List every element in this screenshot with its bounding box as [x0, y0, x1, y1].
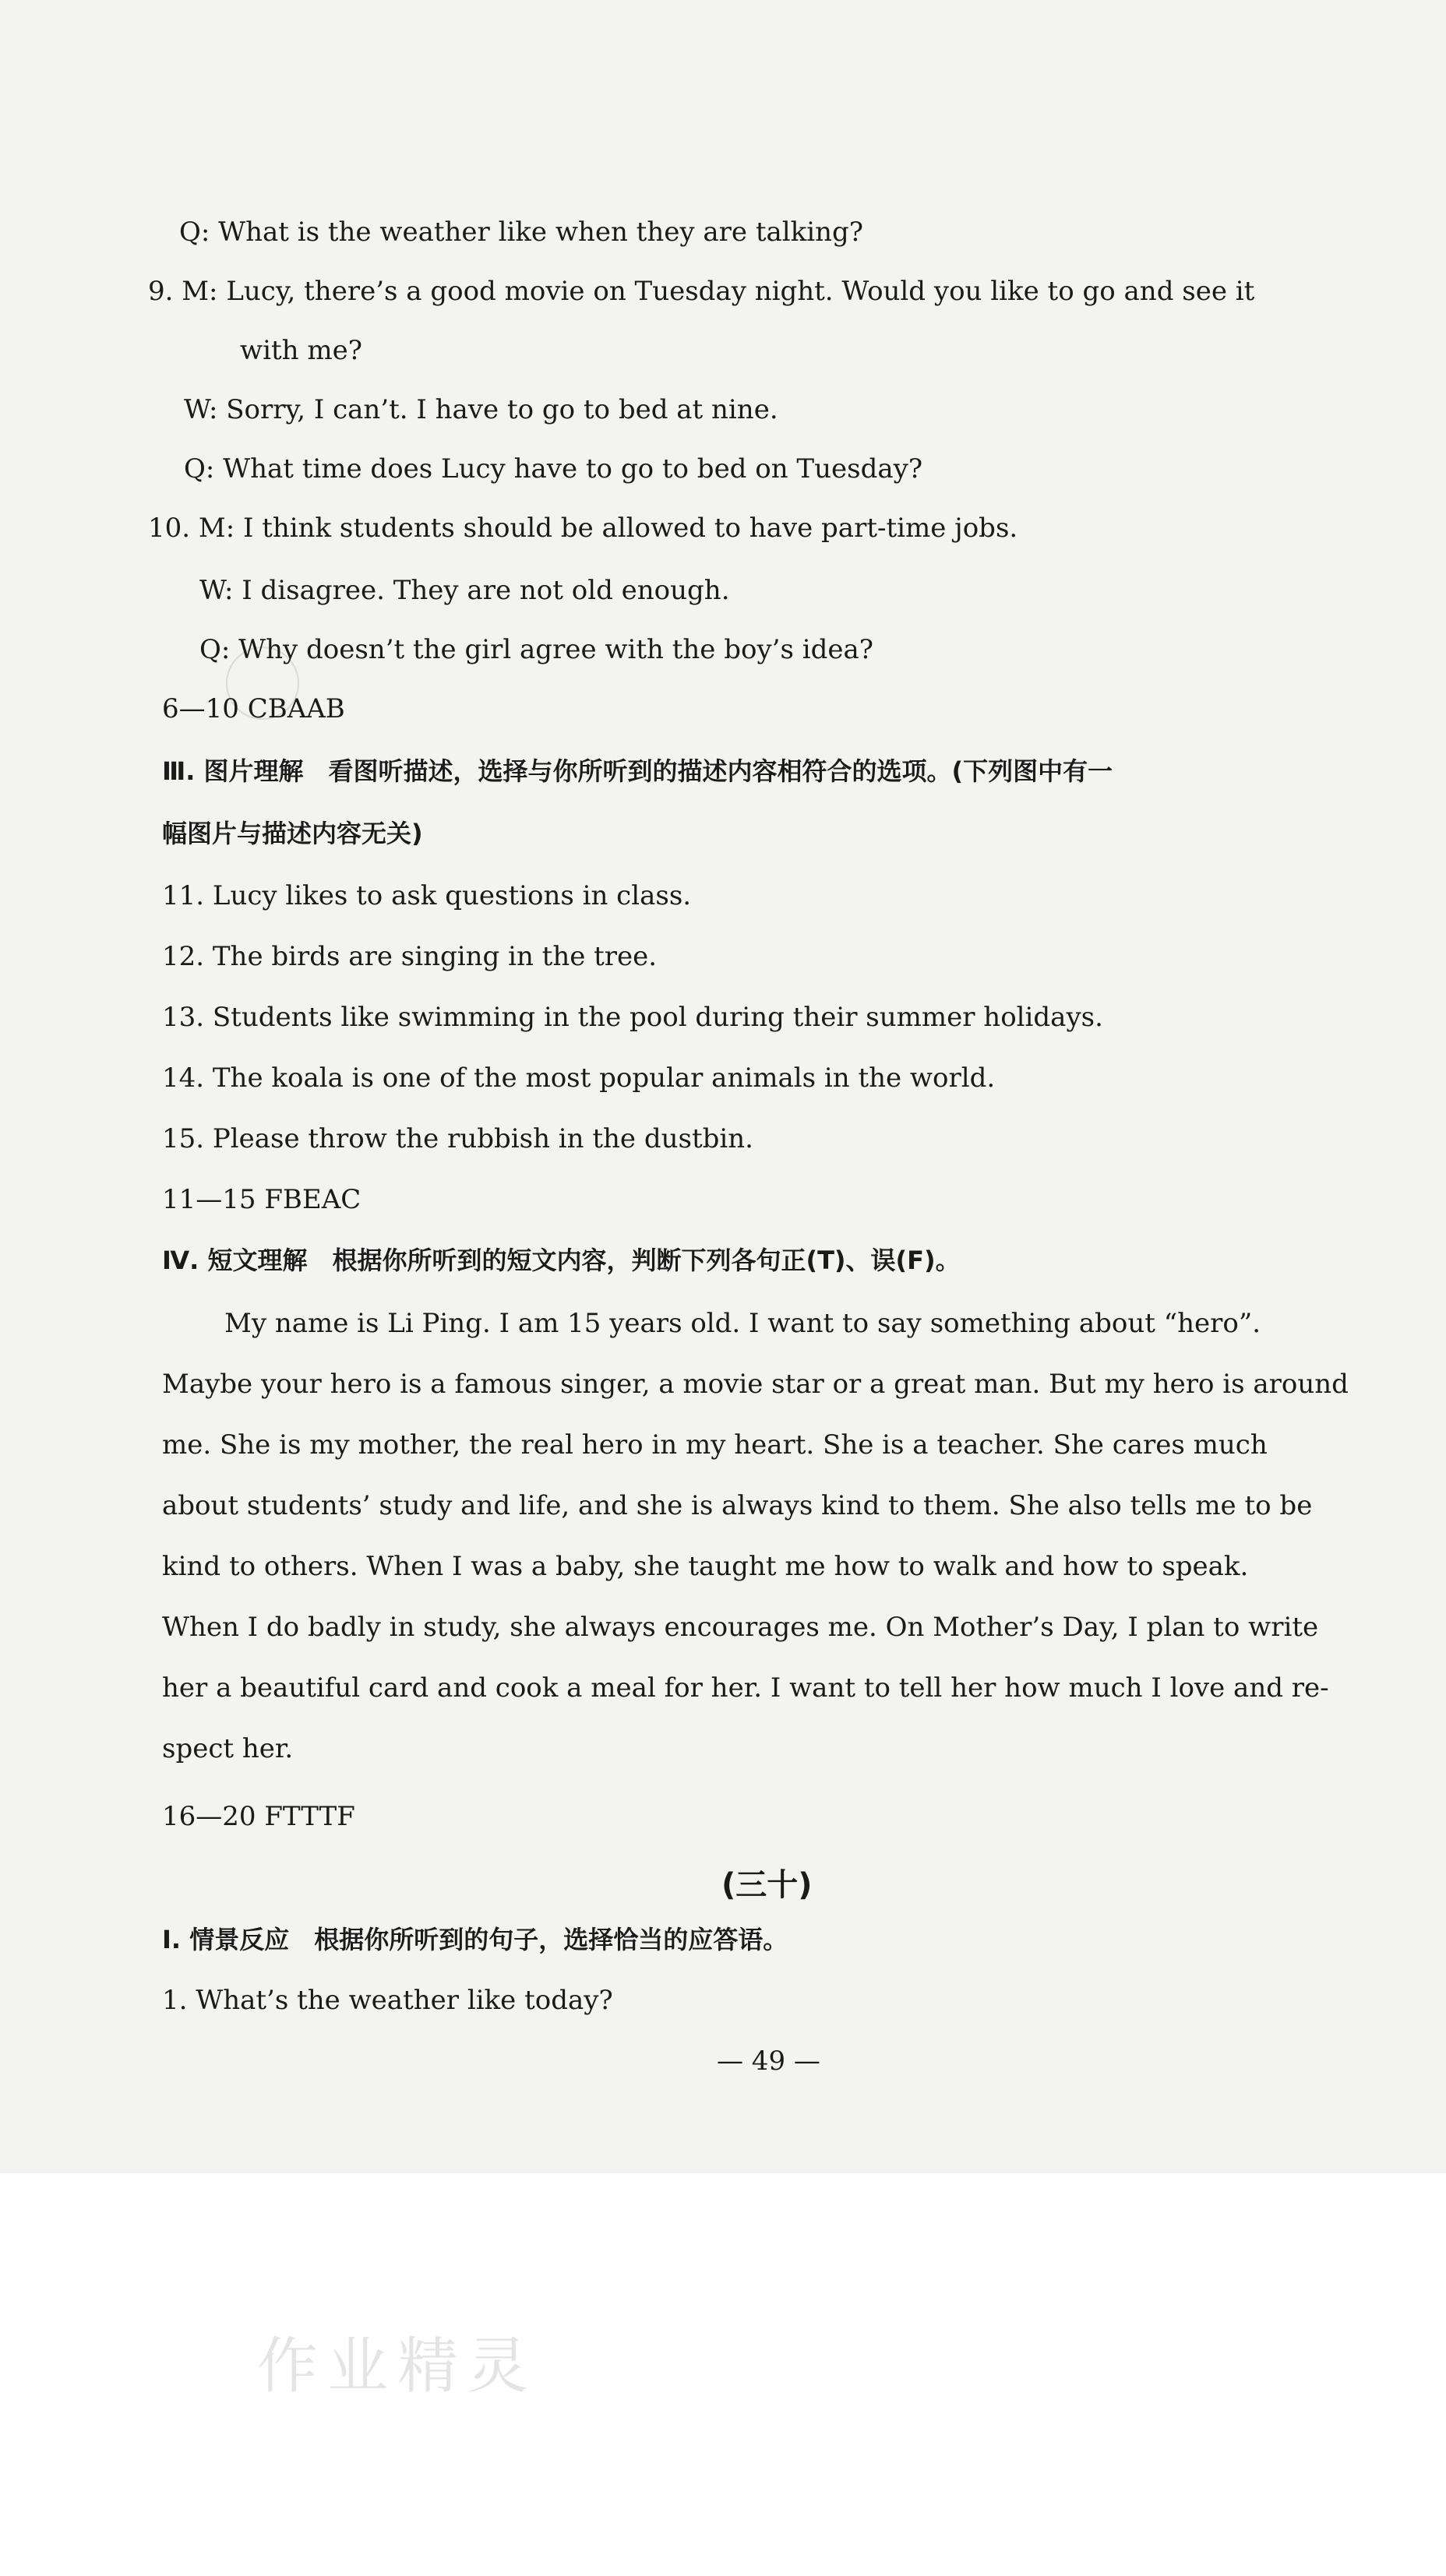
section-title: (三十) [721, 1867, 813, 1903]
question-1: 1. What’s the weather like today? [162, 1985, 613, 2016]
passage-line: kind to others. When I was a baby, she taught me how to walk and how to speak. [162, 1551, 1249, 1582]
answer-16-20: 16—20 FTTTF [162, 1801, 355, 1832]
passage-line: about students’ study and life, and she is always kind to them. She also tells me to be [162, 1490, 1313, 1521]
watermark: 作业精灵 [257, 2331, 538, 2402]
dialogue-10-m: 10. M: I think students should be allowed to have part-time jobs. [148, 513, 1018, 544]
dialogue-9-q: Q: What time does Lucy have to go to bed on Tuesday? [184, 453, 923, 485]
sentence-13: 13. Students like swimming in the pool during their summer holidays. [162, 1002, 1103, 1033]
passage-line: her a beautiful card and cook a meal for her. I want to tell her how much I love and re- [162, 1672, 1329, 1704]
q8-line: Q: What is the weather like when they are talking? [179, 217, 864, 248]
dialogue-10-q: Q: Why doesn’t the girl agree with the boy’s idea? [199, 634, 873, 665]
page-number: — 49 — [717, 2046, 820, 2077]
dialogue-10-w: W: I disagree. They are not old enough. [199, 575, 730, 606]
passage-line: me. She is my mother, the real hero in my heart. She is a teacher. She cares much [162, 1429, 1268, 1461]
passage-line: Maybe your hero is a famous singer, a movie star or a great man. But my hero is around [162, 1369, 1349, 1400]
sentence-14: 14. The koala is one of the most popular animals in the world. [162, 1062, 996, 1094]
sentence-11: 11. Lucy likes to ask questions in class. [162, 880, 692, 911]
section-3-heading-line2: 幅图片与描述内容无关) [162, 819, 423, 848]
dialogue-9-m-line2: with me? [240, 335, 362, 366]
answer-6-10: 6—10 CBAAB [162, 693, 345, 724]
passage-line: My name is Li Ping. I am 15 years old. I want to say something about “hero”. [224, 1308, 1261, 1339]
section-3-heading-line1: Ⅲ. 图片理解 看图听描述，选择与你所听到的描述内容相符合的选项。(下列图中有一 [162, 756, 1113, 786]
sentence-12: 12. The birds are singing in the tree. [162, 941, 658, 972]
dialogue-9-m-line1: 9. M: Lucy, there’s a good movie on Tuesday night. Would you like to go and see it [148, 276, 1255, 307]
passage-line: When I do badly in study, she always encourages me. On Mother’s Day, I plan to write [162, 1612, 1319, 1643]
passage [162, 1293, 1393, 1779]
dialogue-9-w: W: Sorry, I can’t. I have to go to bed at nine. [184, 394, 778, 425]
section-1-heading: Ⅰ. 情景反应 根据你所听到的句子，选择恰当的应答语。 [162, 1925, 788, 1954]
section-4-heading: Ⅳ. 短文理解 根据你所听到的短文内容，判断下列各句正(T)、误(F)。 [162, 1246, 961, 1275]
passage-line: spect her. [162, 1733, 294, 1764]
answer-11-15: 11—15 FBEAC [162, 1184, 362, 1215]
sentence-15: 15. Please throw the rubbish in the dustbin. [162, 1123, 753, 1154]
